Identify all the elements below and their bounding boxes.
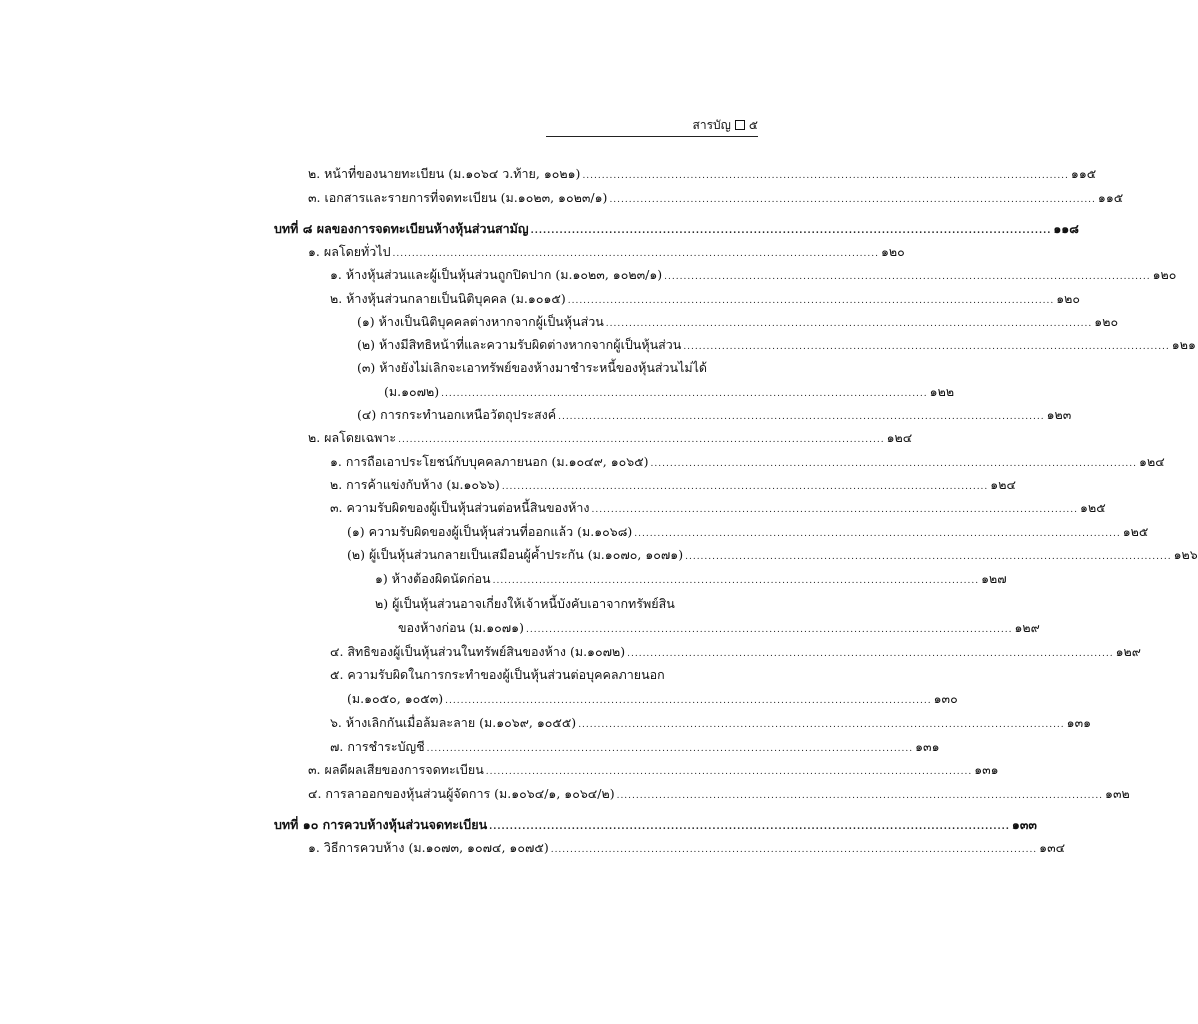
toc-entry-text: (๑) ความรับผิดของผู้เป็นหุ้นส่วนที่ออกแล้ว (ม.๑๐๖๘) <box>347 524 633 539</box>
toc-page-number: ๑๒๐ <box>1094 314 1119 329</box>
leader-dots: .............................................................................................................................. <box>627 649 1114 659</box>
leader-dots: .............................................................................................................................. <box>485 767 973 777</box>
toc-page-number: ๑๒๕ <box>1122 524 1149 539</box>
toc-entry-text: (๑) ห้างเป็นนิติบุคคลต่างหากจากผู้เป็นหุ้นส่วน <box>357 314 604 329</box>
toc-entry <box>347 545 1198 565</box>
leader-dots: .............................................................................................................................. <box>605 319 1093 329</box>
leader-dots: .............................................................................................................................. <box>525 625 1013 635</box>
toc-page-number: ๑๒๙ <box>1014 620 1040 635</box>
leader-dots: .............................................................................................................................. <box>664 272 1151 282</box>
toc-page-number: ๑๒๕ <box>1080 500 1106 515</box>
leader-dots: .............................................................................................................................. <box>609 195 1096 205</box>
leader-dots: .............................................................................................................................. <box>492 576 980 586</box>
toc-page-number: ๑๒๐ <box>1152 267 1177 282</box>
toc-entry <box>330 498 1106 518</box>
toc-entry <box>357 335 1196 355</box>
toc-page-number: ๑๓๐ <box>933 691 958 706</box>
toc-entry <box>330 665 758 685</box>
toc-entry-text: ๑) ห้างต้องผิดนัดก่อน <box>375 571 491 586</box>
leader-dots: .............................................................................................................................. <box>591 505 1079 515</box>
leader-dots: .............................................................................................................................. <box>616 791 1104 801</box>
toc-entry <box>330 737 940 757</box>
leader-dots: .............................................................................................................................. <box>426 744 914 754</box>
header-page-number: ๕ <box>748 118 758 132</box>
toc-page-number: ๑๓๓ <box>1011 817 1037 832</box>
toc-page-number: ๑๒๙ <box>1115 644 1141 659</box>
toc-entry <box>330 265 1177 285</box>
toc-entry-text: ๔. สิทธิของผู้เป็นหุ้นส่วนในทรัพย์สินของห้าง (ม.๑๐๗๒) <box>330 644 626 659</box>
leader-dots: .............................................................................................................................. <box>530 226 1052 236</box>
toc-entry-text: ๒. การค้าแข่งกับห้าง (ม.๑๐๖๖) <box>330 477 500 492</box>
toc-page-number: ๑๓๑ <box>1066 715 1092 730</box>
toc-entry-text: ๓. ผลดีผลเสียของการจดทะเบียน <box>308 762 484 777</box>
toc-entry <box>308 164 1097 184</box>
leader-dots: .............................................................................................................................. <box>650 459 1138 469</box>
toc-entry-text: ๗. การชำระบัญชี <box>330 739 425 754</box>
toc-page-number: ๑๒๔ <box>886 430 913 445</box>
toc-page-number: ๑๒๐ <box>880 244 905 259</box>
toc-entry <box>330 475 1016 495</box>
toc-entry-text: ๒) ผู้เป็นหุ้นส่วนอาจเกี่ยงให้เจ้าหนี้บังคับเอาจากทรัพย์สิน <box>375 596 675 611</box>
leader-dots: .............................................................................................................................. <box>501 482 989 492</box>
toc-entry-text: (๓) ห้างยังไม่เลิกจะเอาทรัพย์ของห้างมาชำระหนี้ของหุ้นส่วนไม่ได้ <box>357 360 707 375</box>
toc-page-number: ๑๒๑ <box>1171 337 1196 352</box>
toc-entry <box>308 838 1066 858</box>
toc-chapter-entry <box>274 815 1037 835</box>
toc-page-number: ๑๒๐ <box>1056 291 1081 306</box>
toc-page-number: ๑๑๘ <box>1053 221 1079 236</box>
toc-entry-text: ๑. ผลโดยทั่วไป <box>308 244 391 259</box>
toc-entry-text: ๕. ความรับผิดในการกระทำของผู้เป็นหุ้นส่วนต่อบุคคลภายนอก <box>330 667 665 682</box>
toc-page-number: ๑๑๕ <box>1097 190 1124 205</box>
toc-chapter-entry <box>274 219 1079 239</box>
toc-page-number: ๑๓๑ <box>974 762 999 777</box>
leader-dots: .............................................................................................................................. <box>582 171 1069 181</box>
toc-entry <box>375 569 1007 589</box>
toc-entry <box>384 382 955 402</box>
toc-entry-text: (ม.๑๐๗๒) <box>384 384 440 399</box>
toc-page-number: ๑๒๓ <box>1046 407 1072 422</box>
toc-page-number: ๑๒๔ <box>990 477 1016 492</box>
leader-dots: .............................................................................................................................. <box>441 389 928 399</box>
toc-entry-text: ๖. ห้างเลิกกันเมื่อล้มละลาย (ม.๑๐๖๙, ๑๐๕๕) <box>330 715 577 730</box>
leader-dots: .............................................................................................................................. <box>558 412 1045 422</box>
toc-entry <box>347 522 1149 542</box>
leader-dots: .............................................................................................................................. <box>685 552 1172 562</box>
toc-entry <box>398 618 1040 638</box>
toc-entry <box>357 405 1072 425</box>
header-label: สารบัญ <box>692 118 731 132</box>
toc-page-number: ๑๒๖ <box>1173 547 1198 562</box>
toc-entry <box>308 428 913 448</box>
toc-entry <box>308 760 999 780</box>
toc-page-number: ๑๒๔ <box>1139 454 1165 469</box>
leader-dots: .............................................................................................................................. <box>392 249 879 259</box>
toc-entry-text: (๔) การกระทำนอกเหนือวัตถุประสงค์ <box>357 407 557 422</box>
toc-entry <box>308 188 1124 208</box>
toc-entry-text: ของห้างก่อน (ม.๑๐๗๑) <box>398 620 524 635</box>
leader-dots: .............................................................................................................................. <box>578 720 1065 730</box>
toc-entry-text: ๑. วิธีการควบห้าง (ม.๑๐๗๓, ๑๐๗๔, ๑๐๗๕) <box>308 840 549 855</box>
toc-chapter-title: บทที่ ๘ ผลของการจดทะเบียนห้างหุ้นส่วนสามัญ <box>274 221 529 236</box>
toc-entry-text: (๒) ห้างมีสิทธิหน้าที่และความรับผิดต่างหากจากผู้เป็นหุ้นส่วน <box>357 337 682 352</box>
toc-entry-text: ๑. การถือเอาประโยชน์กับบุคคลภายนอก (ม.๑๐๔๙, ๑๐๖๕) <box>330 454 649 469</box>
leader-dots: .............................................................................................................................. <box>567 296 1055 306</box>
toc-entry <box>375 594 758 614</box>
toc-page-number: ๑๓๑ <box>915 739 940 754</box>
toc-entry-text: ๒. หน้าที่ของนายทะเบียน (ม.๑๐๖๔ ว.ท้าย, ๑๐๒๑) <box>308 166 581 181</box>
toc-entry <box>357 358 758 378</box>
toc-chapter-title: บทที่ ๑๐ การควบห้างหุ้นส่วนจดทะเบียน <box>274 817 488 832</box>
toc-entry <box>308 242 905 262</box>
leader-dots: .............................................................................................................................. <box>445 696 932 706</box>
leader-dots: .............................................................................................................................. <box>550 845 1038 855</box>
toc-entry <box>308 784 1130 804</box>
toc-page-number: ๑๓๒ <box>1105 786 1130 801</box>
leader-dots: .............................................................................................................................. <box>398 435 885 445</box>
toc-entry <box>330 289 1081 309</box>
toc-page-number: ๑๑๕ <box>1070 166 1097 181</box>
toc-page-number: ๑๒๒ <box>929 384 955 399</box>
toc-entry <box>330 713 1092 733</box>
toc-page-number: ๑๒๗ <box>981 571 1007 586</box>
toc-entry-text: ๔. การลาออกของหุ้นส่วนผู้จัดการ (ม.๑๐๖๔/๑, ๑๐๖๔/๒) <box>308 786 615 801</box>
toc-entry <box>330 642 1141 662</box>
toc-entry-text: ๓. เอกสารและรายการที่จดทะเบียน (ม.๑๐๒๓, ๑๐๒๓/๑) <box>308 190 608 205</box>
toc-entry <box>347 689 958 709</box>
toc-entry-text: ๑. ห้างหุ้นส่วนและผู้เป็นหุ้นส่วนถูกปิดปาก (ม.๑๐๒๓, ๑๐๒๓/๑) <box>330 267 663 282</box>
leader-dots: .............................................................................................................................. <box>683 342 1170 352</box>
toc-entry-text: ๒. ห้างหุ้นส่วนกลายเป็นนิติบุคคล (ม.๑๐๑๕) <box>330 291 566 306</box>
leader-dots: .............................................................................................................................. <box>634 529 1121 539</box>
toc-page-number: ๑๓๔ <box>1039 840 1066 855</box>
toc-entry <box>330 452 1165 472</box>
toc-entry-text: (๒) ผู้เป็นหุ้นส่วนกลายเป็นเสมือนผู้ค้ำประกัน (ม.๑๐๗๐, ๑๐๗๑) <box>347 547 684 562</box>
toc-entry-text: (ม.๑๐๕๐, ๑๐๕๓) <box>347 691 444 706</box>
toc-entry-text: ๒. ผลโดยเฉพาะ <box>308 430 397 445</box>
toc-entry <box>357 312 1119 332</box>
toc-entry-text: ๓. ความรับผิดของผู้เป็นหุ้นส่วนต่อหนี้สินของห้าง <box>330 500 590 515</box>
leader-dots: .............................................................................................................................. <box>489 822 1010 832</box>
